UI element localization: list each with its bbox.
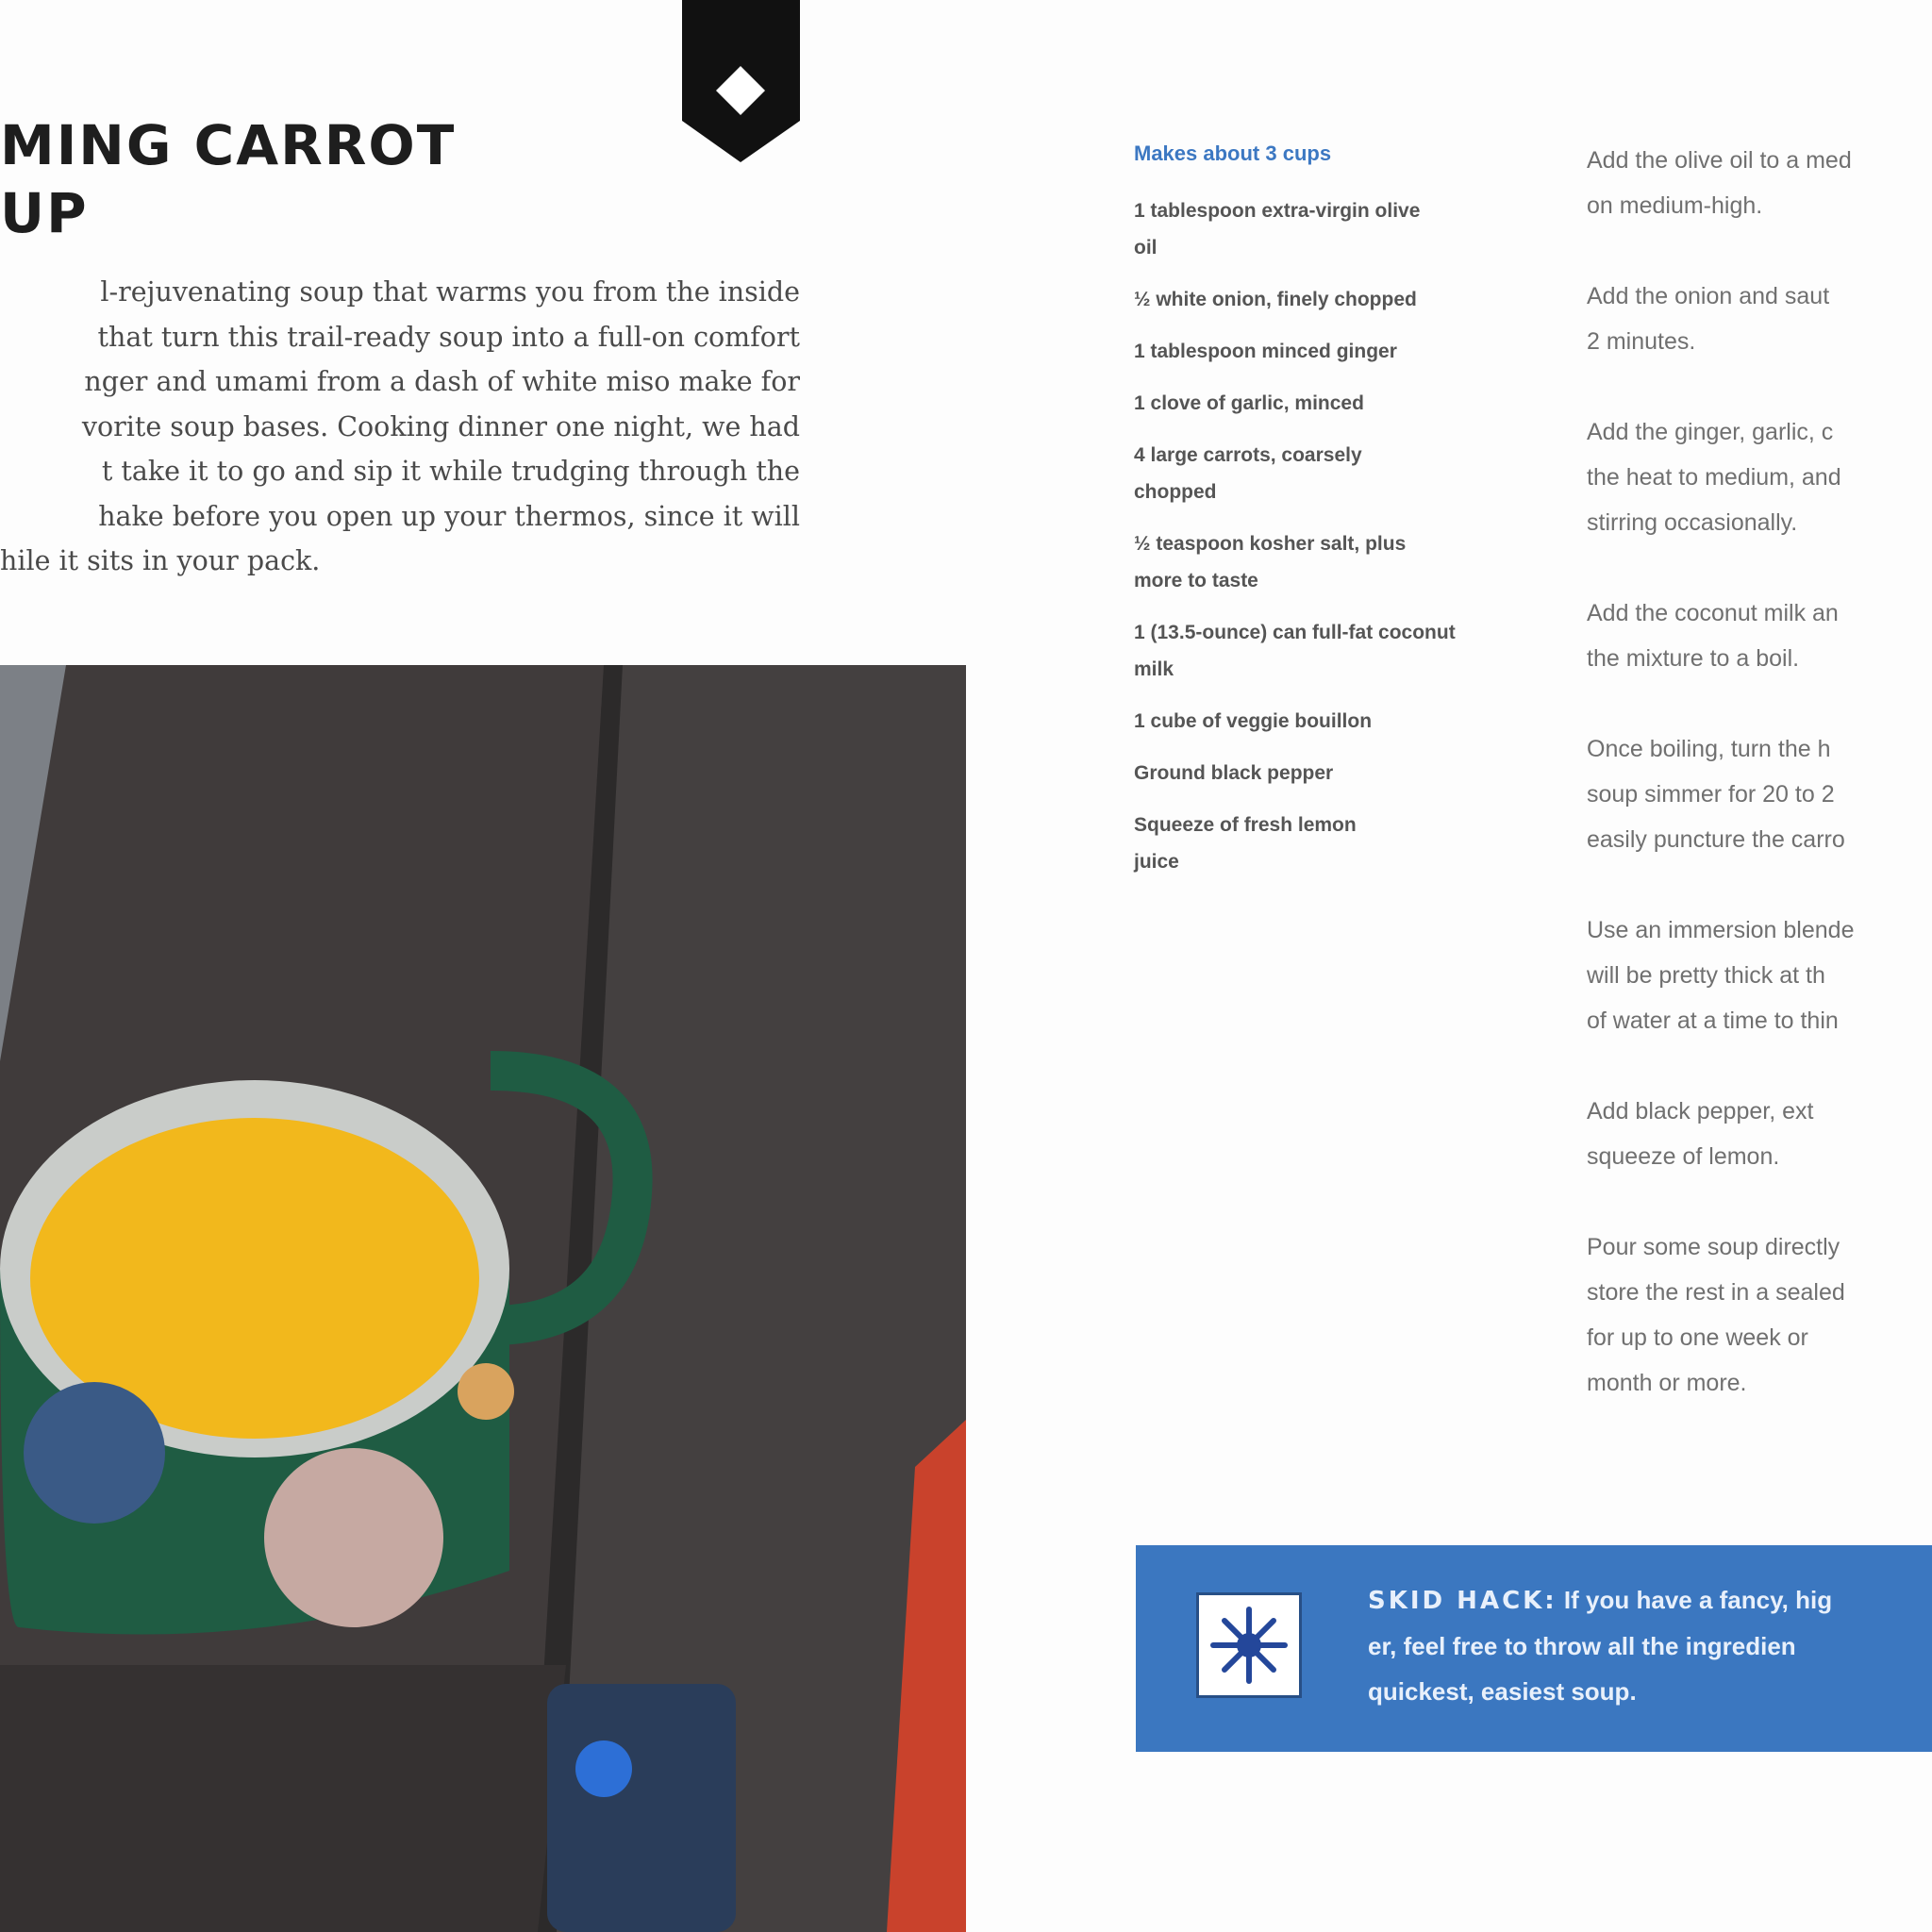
ingredient-item: 1 tablespoon extra-virgin olive oil [1134,200,1421,258]
ingredient-item: 1 clove of garlic, minced [1134,392,1364,414]
step-6: Use an immersion blende will be pretty thick at th of water at a time to thin [1587,917,1855,1034]
step-3: Add the ginger, garlic, c the heat to medium, and stirring occasionally. [1587,419,1841,536]
skid-hack-tip-box [1136,1545,1932,1752]
ingredient-item: Squeeze of fresh lemon juice [1134,814,1357,873]
photo-illustration [0,665,966,1932]
ingredient-item: ½ white onion, finely chopped [1134,289,1417,310]
ingredient-item: 1 tablespoon minced ginger [1134,341,1397,362]
snowflake-icon [1196,1592,1302,1698]
step-2: Add the onion and saut 2 minutes. [1587,283,1830,355]
ingredient-item: 1 cube of veggie bouillon [1134,710,1373,732]
ingredient-item: 4 large carrots, coarsely chopped [1134,444,1362,503]
ingredient-item: ½ teaspoon kosher salt, plus more to taste [1134,533,1407,591]
step-1: Add the olive oil to a med on medium-high. [1587,147,1852,219]
ingredient-item: 1 (13.5-ounce) can full-fat coconut milk [1134,622,1456,680]
instructions [1587,138,1932,1451]
bookmark-tab-icon [682,0,800,162]
ingredient-item: Ground black pepper [1134,762,1334,784]
step-7: Add black pepper, ext squeeze of lemon. [1587,1098,1814,1170]
tip-text: SKID HACK: If you have a fancy, hig er, feel free to throw all the ingredien quickest, easiest soup. [1368,1586,1833,1706]
ingredients-list [1134,142,1474,895]
soup-mug-photo [0,665,966,1932]
step-4: Add the coconut milk an the mixture to a boil. [1587,600,1839,672]
step-8: Pour some soup directly store the rest in a sealed for up to one week or month or more. [1587,1234,1845,1396]
yield: Makes about 3 cups [1134,142,1332,165]
recipe-title: MING CARROT UP [0,113,457,245]
step-5: Once boiling, turn the h soup simmer for 20 to 2 easily puncture the carro [1587,736,1845,853]
recipe-intro: l-rejuvenating soup that warms you from the inside that turn this trail-ready soup into a full-on comfort nger and umami from a dash of white miso make for vorite soup bases. Cooking dinner one night, we had t take it to go and sip it while trudging through the hake before you open up your thermos, since it will hile it sits in your pack. [0,276,800,576]
